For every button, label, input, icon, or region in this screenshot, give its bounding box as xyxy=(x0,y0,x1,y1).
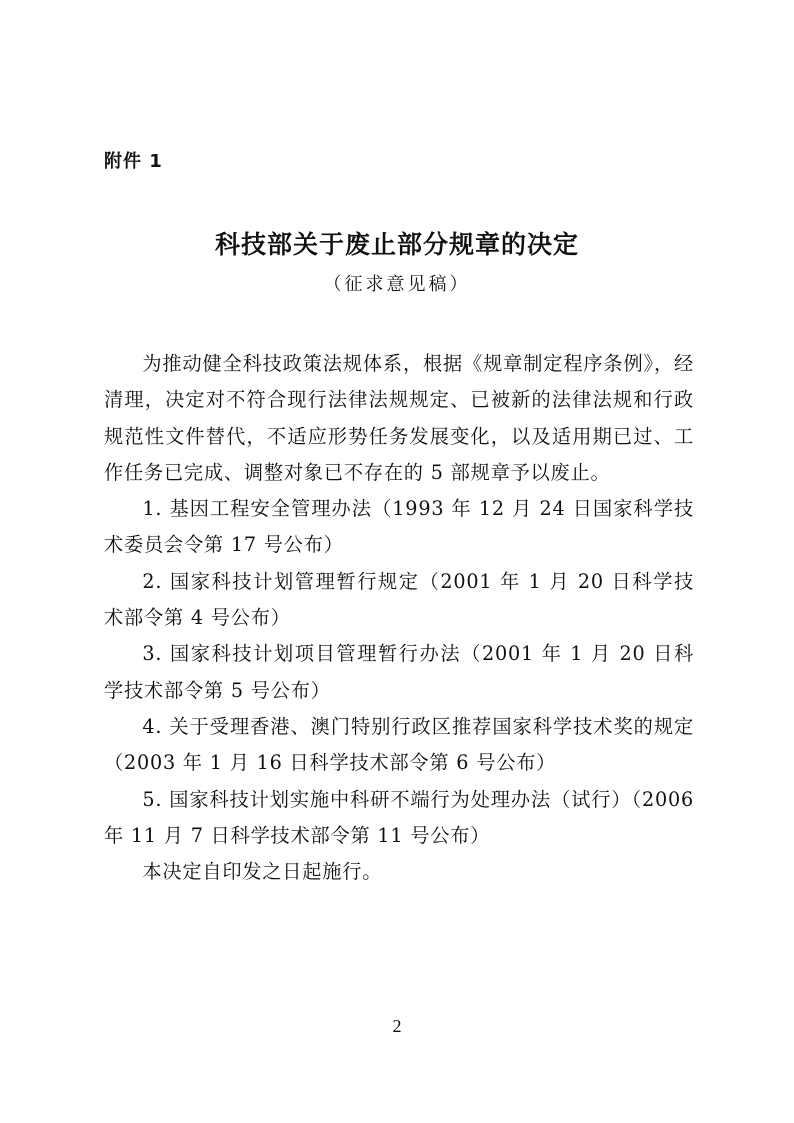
list-item-4: 4. 关于受理香港、澳门特别行政区推荐国家科学技术奖的规定（2003 年 1 月 16 日科学技术部令第 6 号公布） xyxy=(104,714,694,775)
list-item-5: 5. 国家科技计划实施中科研不端行为处理办法（试行）（2006 年 11 月 7 日科学技术部令第 11 号公布） xyxy=(104,787,694,847)
closing-paragraph: 本决定自印发之日起施行。 xyxy=(142,860,383,884)
intro-paragraph: 为推动健全科技政策法规体系，根据《规章制定程序条例》，经清理，决定对不符合现行法律法规规定、已被新的法律法规和行政规范性文件替代，不适应形势任务发展变化，以及适用期已过、工作任务已完成、调整对象已不存在的 5 部规章予以废止。 xyxy=(104,352,694,484)
document-subtitle: （征求意见稿） xyxy=(323,274,471,295)
document-body xyxy=(104,346,694,890)
list-item-1: 1. 基因工程安全管理办法（1993 年 12 月 24 日国家科学技术委员会令第 17 号公布） xyxy=(104,497,694,557)
list-item-3: 3. 国家科技计划项目管理暂行办法（2001 年 1 月 20 日科学技术部令第 5 号公布） xyxy=(104,642,694,702)
attachment-label: 附件 1 xyxy=(104,151,163,172)
page-number: 2 xyxy=(392,1016,402,1036)
list-item-2: 2. 国家科技计划管理暂行规定（2001 年 1 月 20 日科学技术部令第 4 号公布） xyxy=(104,569,694,630)
document-title: 科技部关于废止部分规章的决定 xyxy=(214,230,579,259)
